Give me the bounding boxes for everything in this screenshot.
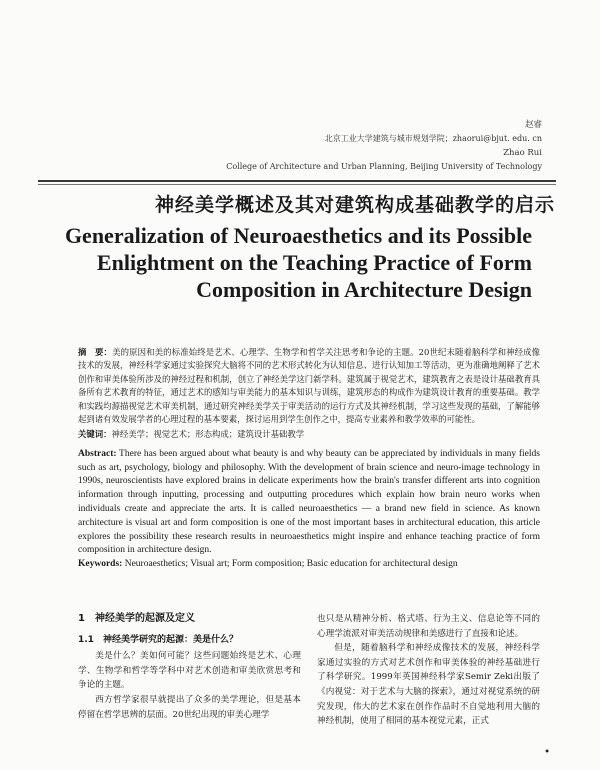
title-en-line: Composition in Architecture Design: [196, 277, 532, 302]
author-name-zh: 赵睿: [524, 120, 542, 130]
author-name-en: Zhao Rui: [503, 148, 542, 158]
page-mark: •: [544, 747, 550, 758]
body-paragraph: 美是什么？美如何可能？这些问题始终是艺术、心理学、生物学和哲学等学科中对艺术创造和审美欣赏思考和争论的主题。: [78, 651, 301, 691]
title-zh: 神经美学概述及其对建筑构成基础教学的启示: [154, 194, 555, 216]
header-rule-thin: [38, 184, 556, 185]
abstract-zh: [78, 346, 540, 426]
abstract-block: [78, 346, 540, 572]
subsection-heading: 1.1 神经美学研究的起源：美是什么？: [78, 634, 238, 645]
abstract-zh-label: 摘 要：: [78, 347, 113, 357]
body-paragraph: 也只是从精神分析、格式塔、行为主义、信息论等不同的心理学流派对审美活动规律和美感进行了直接和论述。: [317, 614, 540, 639]
keywords-en-text: Neuroaesthetics; Visual art; Form composition; Basic education for architectural design: [124, 559, 458, 570]
author-block: [226, 118, 542, 174]
keywords-zh-label: 关键词：: [78, 429, 112, 440]
title-en: [52, 222, 532, 303]
abstract-en-label: Abstract:: [78, 448, 117, 459]
body-column-left: [78, 612, 301, 729]
keywords-zh: [78, 428, 540, 441]
keywords-zh-text: 神经美学；视觉艺术；形态构成；建筑设计基础教学: [111, 429, 305, 440]
abstract-zh-text: 美的原因和美的标准始终是艺术、心理学、生物学和哲学关注思考和争论的主题。20世纪末随着脑科学和神经成像技术的发展，神经科学家通过实验探究大脑将不同的艺术形式转化为认知信息、进行认知加工等活动，更为准确地阐释了艺术创作和审美体验所涉及的神经过程和机制，创立了神经美学这门新学科。建筑属于视觉艺术，建筑教育之表是设计基础教育具备所有艺术教育的特征，通过艺术的感知与审美能力的基本知识与训练，建筑形态的构成作为建筑设计教育的重要基础。教学和实践均源描视觉艺术审美机制，通过研究神经美学关于审美活动的运行方式及其神经机制，学习这些发现的基础，了解能够起到诸有效发展学者的心理过程的基本要素，探讨运用到学生创作之中，提高专业素养和教学效率的可能性。: [78, 347, 541, 425]
author-affiliation-zh: 北京工业大学建筑与城市规划学院；zhaorui@bjut. edu. cn: [324, 134, 542, 143]
header-rule: [38, 180, 556, 182]
body-column-right: [317, 612, 540, 729]
keywords-en-label: Keywords:: [78, 559, 123, 570]
keywords-en: [78, 558, 540, 572]
abstract-en: [78, 448, 540, 558]
body-paragraph: 西方哲学家很早就提出了众多的美学理论，但是基本停留在哲学思辨的层面。20世纪出现的审美心理学: [78, 694, 301, 720]
section-heading: 1 神经美学的起源及定义: [78, 613, 195, 624]
title-en-line: Enlightment on the Teaching Practice of Form: [96, 250, 532, 275]
body-columns: [78, 612, 540, 729]
abstract-en-text: There has been argued about what beauty is and why beauty can be appreciated by individuals in many fields such as art, psychology, biology and philosophy. With the development of brain science and neuro-image technology in 1990s, neuroscientists have explored brains in delicate experiments how the brain's transfer different arts into cognition information through inputting, processing and outputting procedures which explain how brain neuro works when individuals create and appreciate the arts. It is called neuroaesthetics — a brand new field in science. As known architecture is visual art and form composition is one of the most important bases in architectural education, this article explores the possibility these research results in neuroaesthetics might inspire and enhance teaching practice of form composition in architecture design.: [78, 448, 540, 556]
author-affiliation-en: College of Architecture and Urban Planning, Beijing University of Technology: [226, 162, 542, 171]
title-en-line: Generalization of Neuroaesthetics and its Possible: [64, 223, 532, 248]
body-paragraph: 但是，随着脑科学和神经成像技术的发展，神经科学家通过实验的方式对艺术创作和审美体验的神经基础进行了科学研究。1999年英国神经科学家Semir Zeki出版了《内视觉：对于艺术与大脑的探索》，通过对视觉系统的研究发现，伟大的艺术家在创作作品时不自觉地利用大脑的神经机制，使用了相同的基本视觉元素，正式: [317, 643, 540, 727]
